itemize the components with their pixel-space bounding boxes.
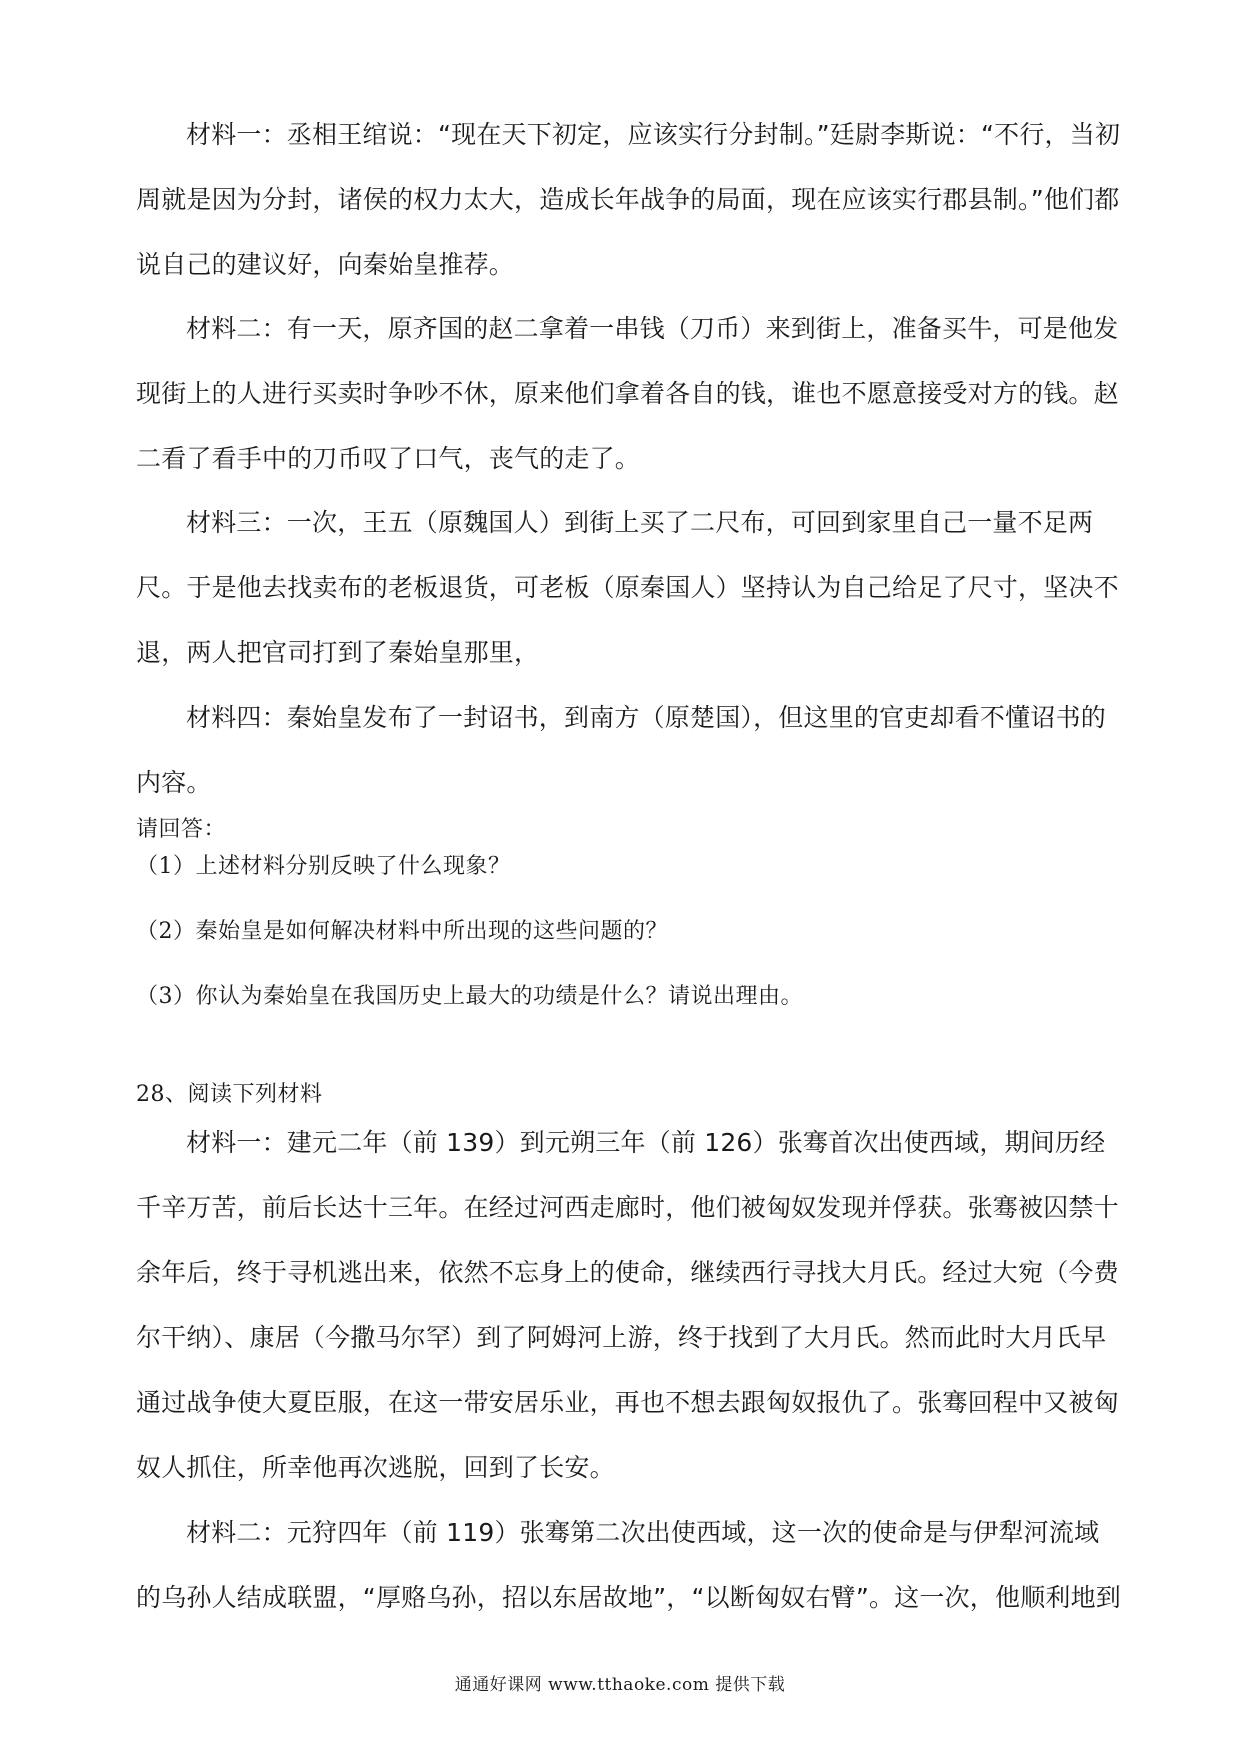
question-3: （3）你认为秦始皇在我国历史上最大的功绩是什么？请说出理由。 [136,984,803,1009]
material-2-paragraph: 材料二：有一天，原齐国的赵二拿着一串钱（刀币）来到街上，准备买牛，可是他发现街上的人进行买卖时争吵不休，原来他们拿着各自的钱，谁也不愿意接受对方的钱。赵二看了看手中的刀币叹了口气，丧气的走了。 [136,314,1119,473]
material-1-block [136,102,1122,297]
section-28-material-1-paragraph: 材料一：建元二年（前 139）到元朔三年（前 126）张骞首次出使西域，期间历经千辛万苦，前后长达十三年。在经过河西走廊时，他们被匈奴发现并俘获。张骞被囚禁十余年后，终于寻机逃出来，依然不忘身上的使命，继续西行寻找大月氏。经过大宛（今费尔干纳）、康居（今撒马尔罕）到了阿姆河上游，终于找到了大月氏。然而此时大月氏早通过战争使大夏臣服，在这一带安居乐业，再也不想去跟匈奴报仇了。张骞回程中又被匈奴人抓住，所幸他再次逃脱，回到了长安。 [136,1128,1119,1482]
material-2-block [136,296,1122,491]
section-28-heading: 28、阅读下列材料 [136,1082,323,1107]
section-28-material-2-paragraph: 材料二：元狩四年（前 119）张骞第二次出使西域，这一次的使命是与伊犁河流域的乌孙人结成联盟，“厚赂乌孙，招以东居故地”，“以断匈奴右臂”。这一次，他顺利地到 [136,1518,1122,1612]
material-1-paragraph: 材料一：丞相王绾说：“现在天下初定，应该实行分封制。”廷尉李斯说：“不行，当初周就是因为分封，诸侯的权力太大，造成长年战争的局面，现在应该实行郡县制。”他们都说自己的建议好，向秦始皇推荐。 [136,120,1121,279]
questions-block [136,815,1122,845]
questions-intro: 请回答： [136,817,227,842]
question-1: （1）上述材料分别反映了什么现象？ [136,854,511,879]
page-footer: 通通好课网 www.tthaoke.com 提供下载 [454,1675,786,1695]
section-28-material-1-block [136,1110,1122,1500]
section-28-material-2-block [136,1500,1122,1630]
question-2: （2）秦始皇是如何解决材料中所出现的这些问题的？ [136,919,668,944]
material-4-paragraph: 材料四：秦始皇发布了一封诏书，到南方（原楚国），但这里的官吏却看不懂诏书的内容。 [136,703,1106,797]
material-3-block [136,490,1122,685]
material-4-block [136,685,1122,815]
material-3-paragraph: 材料三：一次，王五（原魏国人）到街上买了二尺布，可回到家里自己一量不足两尺。于是他去找卖布的老板退货，可老板（原秦国人）坚持认为自己给足了尺寸，坚决不退，两人把官司打到了秦始皇那里， [136,508,1119,667]
section-28-heading-block [136,1077,1122,1108]
